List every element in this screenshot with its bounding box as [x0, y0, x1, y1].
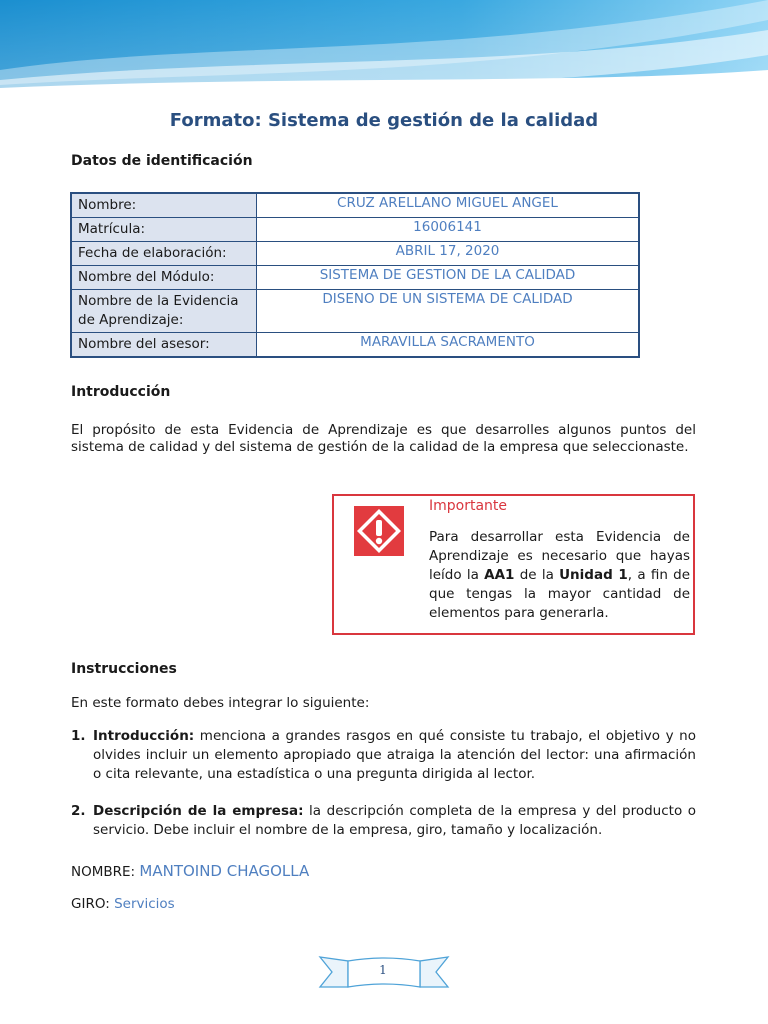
table-row: [71, 290, 639, 333]
value-cell: CRUZ ARELLANO MIGUEL ANGEL: [257, 193, 640, 218]
document-title: Formato: Sistema de gestión de la calidad: [169, 110, 599, 131]
identification-heading: Datos de identificación: [71, 153, 253, 169]
value-cell: DISENO DE UN SISTEMA DE CALIDAD: [257, 290, 640, 333]
company-name-line: [71, 862, 309, 880]
intro-heading: Introducción: [71, 384, 171, 400]
table-row: [71, 266, 639, 290]
value-cell: SISTEMA DE GESTION DE LA CALIDAD: [257, 266, 640, 290]
table-row: [71, 242, 639, 266]
intro-paragraph: El propósito de esta Evidencia de Aprendizaje es que desarrolles algunos puntos del sistema de calidad y del sistema de gestión de la calidad de la empresa que seleccionaste.: [71, 422, 696, 455]
company-name-label: NOMBRE:: [71, 864, 140, 880]
list-text: menciona a grandes rasgos en qué consiste tu trabajo, el objetivo y no olvides incluir un elemento apropiado que atraiga la atención del lector: una afirmación o cita relevante, una estadística o una pregunta dirigida al lector.: [93, 728, 696, 782]
label-cell: Nombre de la Evidencia de Aprendizaje:: [71, 290, 257, 333]
page-number: 1: [379, 963, 387, 977]
warning-icon: [354, 506, 404, 556]
value-cell: MARAVILLA SACRAMENTO: [257, 333, 640, 358]
label-cell: Fecha de elaboración:: [71, 242, 257, 266]
important-notice-box: [332, 494, 695, 635]
label-cell: Nombre del asesor:: [71, 333, 257, 358]
list-item: [71, 727, 696, 784]
list-text: la descripción completa de la empresa y del producto o servicio. Debe incluir el nombre de la empresa, giro, tamaño y localización.: [93, 803, 697, 838]
value-cell: 16006141: [257, 218, 640, 242]
instructions-heading: Instrucciones: [71, 661, 177, 677]
list-term: Introducción:: [93, 728, 195, 744]
company-giro-value: Servicios: [114, 896, 175, 912]
notice-title: Importante: [429, 498, 508, 514]
value-cell: ABRIL 17, 2020: [257, 242, 640, 266]
label-cell: Matrícula:: [71, 218, 257, 242]
label-cell: Nombre:: [71, 193, 257, 218]
identification-table: [70, 192, 640, 358]
instructions-lead: En este formato debes integrar lo siguiente:: [71, 695, 370, 711]
company-name-value: MANTOIND CHAGOLLA: [139, 862, 310, 880]
table-row: [71, 333, 639, 358]
list-item: [71, 802, 696, 840]
table-row: [71, 193, 639, 218]
company-giro-line: [71, 896, 175, 912]
company-giro-label: GIRO:: [71, 896, 115, 912]
list-term: Descripción de la empresa:: [93, 803, 304, 819]
list-number: 2.: [71, 803, 86, 819]
notice-text: Para desarrollar esta Evidencia de Aprendizaje es necesario que hayas leído la AA1 de la Unidad 1, a fin de que tengas la mayor cantidad de elementos para generarla.: [429, 529, 691, 621]
header-banner: [0, 0, 768, 98]
label-cell: Nombre del Módulo:: [71, 266, 257, 290]
list-number: 1.: [71, 728, 86, 744]
table-row: [71, 218, 639, 242]
